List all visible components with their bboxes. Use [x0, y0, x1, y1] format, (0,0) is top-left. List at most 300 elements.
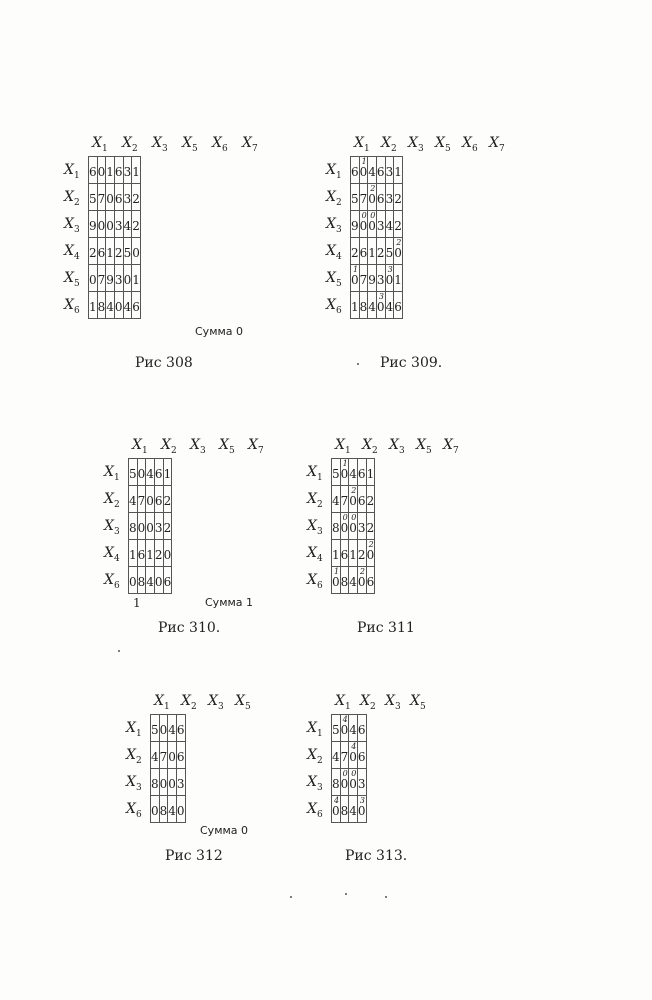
cell-value: 3 [123, 192, 132, 206]
matrix-cell [123, 184, 132, 211]
cell-value: 7 [359, 273, 368, 287]
matrix-cell [154, 513, 163, 540]
matrix-cell [106, 292, 115, 319]
cell-value: 2 [394, 192, 402, 206]
cell-value: 4 [168, 804, 176, 818]
column-header: $X_2$ [381, 135, 397, 154]
cell-value: 1 [163, 467, 172, 481]
cell-value: 2 [154, 548, 163, 562]
matrix-row [332, 567, 375, 594]
cell-mark: 3 [359, 796, 366, 805]
matrix-row [351, 211, 403, 238]
row-header: $X_3$ [326, 216, 342, 235]
cell-mark: 0 [342, 769, 348, 778]
matrix-cell [349, 513, 358, 540]
matrix-cell [146, 540, 155, 567]
cell-mark: 4 [342, 715, 348, 724]
matrix-cell [368, 184, 377, 211]
column-header: $X_6$ [212, 135, 228, 154]
matrix-cell [176, 742, 185, 769]
cell-value: 7 [340, 750, 349, 764]
matrix-cell [114, 211, 123, 238]
column-header: $X_3$ [408, 135, 424, 154]
row-header: $X_2$ [307, 491, 323, 510]
matrix-cell [106, 211, 115, 238]
cell-value: 0 [129, 575, 137, 589]
cell-value: 9 [89, 219, 97, 233]
cell-value: 4 [146, 575, 154, 589]
matrix-cell [159, 715, 168, 742]
cell-value: 7 [97, 192, 106, 206]
cell-value: 0 [97, 165, 106, 179]
matrix-cell [332, 567, 341, 594]
matrix-table [150, 714, 186, 823]
cell-value: 0 [340, 467, 349, 481]
matrix-cell [123, 157, 132, 184]
matrix-cell [159, 769, 168, 796]
sum-label: Сумма 1 [205, 596, 254, 609]
matrix-cell [332, 715, 341, 742]
cell-value: 2 [394, 219, 402, 233]
matrix-cell [132, 184, 141, 211]
cell-value: 8 [137, 575, 146, 589]
cell-value: 2 [114, 246, 123, 260]
column-header: $X_7$ [248, 437, 264, 456]
cell-value: 2 [132, 219, 140, 233]
cell-value: 6 [176, 723, 185, 737]
row-header: $X_4$ [307, 545, 323, 564]
cell-value: 8 [340, 804, 349, 818]
matrix-cell [357, 567, 366, 594]
cell-value: 7 [359, 192, 368, 206]
cell-value: 0 [340, 521, 349, 535]
matrix-cell [146, 486, 155, 513]
matrix-cell [366, 567, 375, 594]
cell-value: 3 [114, 273, 123, 287]
matrix-cell [349, 540, 358, 567]
cell-value: 2 [376, 246, 385, 260]
print-speck [385, 896, 387, 898]
row-header: $X_5$ [64, 270, 80, 289]
matrix-cell [137, 486, 146, 513]
cell-value: 9 [106, 273, 114, 287]
cell-value: 8 [359, 300, 368, 314]
cell-value: 7 [340, 494, 349, 508]
matrix-cell [168, 742, 177, 769]
cell-value: 4 [332, 750, 340, 764]
matrix-cell [376, 265, 385, 292]
cell-value: 5 [332, 467, 340, 481]
matrix-cell [97, 238, 106, 265]
cell-mark: 2 [396, 238, 402, 247]
matrix-cell [123, 292, 132, 319]
cell-value: 1 [368, 246, 376, 260]
cell-value: 4 [349, 467, 357, 481]
cell-value: 5 [151, 723, 159, 737]
matrix-cell [137, 540, 146, 567]
cell-value: 0 [168, 750, 176, 764]
cell-value: 0 [376, 300, 385, 314]
cell-value: 0 [168, 777, 176, 791]
cell-mark: 2 [370, 184, 376, 193]
matrix-cell [114, 184, 123, 211]
cell-value: 3 [176, 777, 185, 791]
cell-value: 6 [163, 575, 172, 589]
matrix-row [89, 157, 141, 184]
matrix-cell [332, 540, 341, 567]
cell-value: 0 [359, 219, 368, 233]
matrix-table [128, 458, 172, 594]
cell-value: 0 [151, 804, 159, 818]
matrix-cell [106, 238, 115, 265]
matrix-cell [349, 459, 358, 486]
cell-value: 8 [159, 804, 168, 818]
row-header: $X_4$ [326, 243, 342, 262]
cell-value: 0 [146, 521, 154, 535]
cell-value: 1 [132, 273, 140, 287]
cell-value: 7 [137, 494, 146, 508]
matrix-cell [351, 265, 360, 292]
matrix-cell [114, 157, 123, 184]
matrix-cell [357, 769, 366, 796]
cell-value: 0 [159, 777, 168, 791]
matrix-cell [359, 292, 368, 319]
matrix-cell [368, 265, 377, 292]
column-header: $X_5$ [235, 693, 251, 712]
matrix-cell [176, 715, 185, 742]
matrix-cell [376, 238, 385, 265]
cell-value: 0 [106, 219, 114, 233]
cell-value: 3 [114, 219, 123, 233]
matrix-cell [359, 157, 368, 184]
cell-value: 3 [376, 273, 385, 287]
matrix-cell [89, 265, 98, 292]
matrix-cell [359, 211, 368, 238]
matrix-cell [385, 157, 394, 184]
cell-value: 6 [114, 192, 123, 206]
matrix-row [332, 796, 367, 823]
cell-value: 6 [97, 246, 106, 260]
row-header: $X_3$ [126, 774, 142, 793]
cell-value: 6 [366, 575, 375, 589]
matrix-cell [159, 742, 168, 769]
matrix-cell [351, 211, 360, 238]
cell-value: 4 [106, 300, 114, 314]
cell-mark: 1 [361, 157, 367, 166]
cell-value: 6 [154, 494, 163, 508]
matrix-cell [114, 265, 123, 292]
matrix-cell [394, 211, 403, 238]
matrix-row [332, 769, 367, 796]
matrix-cell [154, 540, 163, 567]
cell-value: 4 [129, 494, 137, 508]
cell-value: 2 [366, 521, 375, 535]
cell-value: 0 [114, 300, 123, 314]
cell-mark: 1 [334, 567, 340, 576]
cell-value: 6 [176, 750, 185, 764]
matrix-row [129, 567, 172, 594]
column-header: $X_3$ [385, 693, 401, 712]
cell-value: 6 [89, 165, 97, 179]
matrix-cell [163, 567, 172, 594]
cell-value: 4 [332, 494, 340, 508]
cell-value: 5 [385, 246, 394, 260]
matrix-cell [376, 211, 385, 238]
cell-value: 4 [151, 750, 159, 764]
cell-mark: 4 [351, 742, 357, 751]
matrix-cell [351, 157, 360, 184]
matrix-row [129, 513, 172, 540]
cell-value: 8 [129, 521, 137, 535]
matrix-cell [163, 540, 172, 567]
cell-value: 5 [332, 723, 340, 737]
cell-value: 6 [132, 300, 140, 314]
print-speck [357, 363, 359, 365]
row-header: $X_2$ [104, 491, 120, 510]
cell-value: 6 [357, 467, 366, 481]
matrix-cell [89, 211, 98, 238]
column-header: $X_1$ [92, 135, 108, 154]
row-header: $X_4$ [104, 545, 120, 564]
column-header: $X_5$ [435, 135, 451, 154]
column-header: $X_1$ [154, 693, 170, 712]
matrix-cell [146, 513, 155, 540]
cell-value: 0 [340, 777, 349, 791]
cell-value: 1 [89, 300, 97, 314]
cell-value: 4 [368, 300, 376, 314]
matrix-row [332, 715, 367, 742]
column-header: $X_7$ [443, 437, 459, 456]
row-header: $X_1$ [64, 162, 80, 181]
matrix-row [351, 238, 403, 265]
cell-value: 6 [357, 750, 366, 764]
cell-value: 1 [332, 548, 340, 562]
matrix-cell [137, 459, 146, 486]
matrix-cell [154, 486, 163, 513]
cell-mark: 4 [334, 796, 340, 805]
matrix-cell [123, 238, 132, 265]
cell-value: 2 [132, 192, 140, 206]
matrix-cell [349, 742, 358, 769]
matrix-cell [106, 157, 115, 184]
matrix-cell [351, 238, 360, 265]
column-header: $X_2$ [181, 693, 197, 712]
matrix-cell [132, 157, 141, 184]
column-header: $X_7$ [242, 135, 258, 154]
cell-mark: 0 [351, 769, 357, 778]
row-header: $X_6$ [126, 801, 142, 820]
cell-mark: 2 [359, 567, 366, 576]
matrix-cell [106, 184, 115, 211]
matrix-cell [366, 513, 375, 540]
cell-value: 0 [349, 494, 357, 508]
matrix-cell [89, 184, 98, 211]
cell-value: 6 [359, 246, 368, 260]
cell-value: 2 [351, 246, 359, 260]
cell-value: 0 [332, 575, 340, 589]
cell-value: 8 [97, 300, 106, 314]
cell-mark: 2 [368, 540, 374, 549]
matrix-cell [97, 157, 106, 184]
column-header: $X_5$ [416, 437, 432, 456]
column-header: $X_2$ [360, 693, 376, 712]
cell-mark: 3 [387, 265, 393, 274]
cell-value: 0 [394, 246, 402, 260]
cell-value: 4 [349, 804, 357, 818]
matrix-row [129, 459, 172, 486]
matrix-cell [376, 157, 385, 184]
row-header: $X_6$ [307, 572, 323, 591]
cell-value: 3 [357, 521, 366, 535]
sum-label: Сумма 0 [195, 325, 244, 338]
figure-caption: Рис 309. [380, 355, 443, 371]
column-header: $X_1$ [335, 693, 351, 712]
matrix-cell [129, 486, 138, 513]
matrix-cell [146, 459, 155, 486]
cell-value: 4 [168, 723, 176, 737]
matrix-cell [359, 184, 368, 211]
figure-caption: Рис 311 [357, 620, 415, 636]
column-header: $X_2$ [362, 437, 378, 456]
cell-value: 6 [340, 548, 349, 562]
cell-value: 1 [366, 467, 375, 481]
cell-value: 0 [368, 192, 376, 206]
matrix-cell [340, 715, 349, 742]
column-header: $X_5$ [182, 135, 198, 154]
matrix-cell [132, 265, 141, 292]
cell-value: 7 [97, 273, 106, 287]
matrix-cell [385, 211, 394, 238]
matrix-cell [168, 796, 177, 823]
matrix-cell [129, 459, 138, 486]
row-header: $X_1$ [104, 464, 120, 483]
matrix-cell [129, 540, 138, 567]
cell-value: 0 [349, 750, 357, 764]
matrix-cell [366, 486, 375, 513]
matrix-row [151, 769, 186, 796]
matrix-cell [340, 513, 349, 540]
figure-caption: Рис 313. [345, 848, 408, 864]
matrix-cell [340, 540, 349, 567]
matrix-cell [349, 567, 358, 594]
matrix-cell [332, 796, 341, 823]
cell-value: 0 [97, 219, 106, 233]
cell-mark: 0 [342, 513, 348, 522]
matrix-cell [357, 715, 366, 742]
cell-value: 0 [159, 723, 168, 737]
cell-value: 4 [349, 575, 357, 589]
matrix-cell [168, 769, 177, 796]
cell-value: 0 [146, 494, 154, 508]
row-header: $X_1$ [126, 720, 142, 739]
matrix-cell [385, 184, 394, 211]
cell-value: 0 [163, 548, 172, 562]
matrix-cell [137, 513, 146, 540]
cell-value: 0 [176, 804, 185, 818]
matrix-cell [394, 238, 403, 265]
column-header: $X_1$ [335, 437, 351, 456]
cell-value: 2 [357, 548, 366, 562]
row-header: $X_3$ [307, 774, 323, 793]
cell-value: 0 [137, 467, 146, 481]
matrix-cell [368, 157, 377, 184]
matrix-cell [176, 769, 185, 796]
row-header: $X_1$ [326, 162, 342, 181]
column-header: $X_1$ [132, 437, 148, 456]
cell-value: 0 [89, 273, 97, 287]
matrix-cell [368, 292, 377, 319]
column-header: $X_1$ [354, 135, 370, 154]
matrix-row [89, 211, 141, 238]
cell-value: 4 [349, 723, 357, 737]
matrix-row [332, 459, 375, 486]
cell-value: 4 [123, 219, 132, 233]
column-header: $X_7$ [489, 135, 505, 154]
cell-value: 0 [357, 804, 366, 818]
cell-value: 4 [385, 300, 394, 314]
matrix-cell [376, 184, 385, 211]
column-header: $X_5$ [219, 437, 235, 456]
cell-value: 1 [132, 165, 140, 179]
matrix-cell [340, 567, 349, 594]
matrix-cell [89, 238, 98, 265]
matrix-row [89, 238, 141, 265]
cell-value: 3 [154, 521, 163, 535]
matrix-cell [394, 265, 403, 292]
row-header: $X_3$ [307, 518, 323, 537]
matrix-cell [106, 265, 115, 292]
matrix-cell [394, 157, 403, 184]
cell-mark: 1 [342, 459, 348, 468]
cell-mark: 0 [370, 211, 376, 220]
matrix-cell [366, 459, 375, 486]
matrix-row [89, 292, 141, 319]
row-header: $X_5$ [326, 270, 342, 289]
column-header: $X_6$ [462, 135, 478, 154]
matrix-cell [349, 769, 358, 796]
matrix-cell [154, 459, 163, 486]
cell-value: 5 [129, 467, 137, 481]
cell-value: 0 [349, 777, 357, 791]
matrix-cell [340, 769, 349, 796]
matrix-table [350, 156, 403, 319]
matrix-cell [146, 567, 155, 594]
matrix-cell [340, 486, 349, 513]
matrix-row [332, 742, 367, 769]
cell-value: 8 [340, 575, 349, 589]
cell-value: 1 [394, 273, 402, 287]
cell-value: 0 [154, 575, 163, 589]
cell-mark: 0 [361, 211, 367, 220]
matrix-cell [97, 265, 106, 292]
matrix-row [89, 265, 141, 292]
cell-value: 5 [89, 192, 97, 206]
matrix-cell [332, 459, 341, 486]
row-header: $X_4$ [64, 243, 80, 262]
matrix-cell [123, 211, 132, 238]
matrix-row [89, 184, 141, 211]
matrix-cell [137, 567, 146, 594]
cell-value: 6 [376, 165, 385, 179]
matrix-cell [123, 265, 132, 292]
print-speck [290, 896, 292, 898]
cell-value: 9 [368, 273, 376, 287]
cell-value: 1 [394, 165, 402, 179]
cell-value: 0 [123, 273, 132, 287]
matrix-cell [340, 742, 349, 769]
matrix-cell [151, 715, 160, 742]
cell-value: 0 [366, 548, 375, 562]
